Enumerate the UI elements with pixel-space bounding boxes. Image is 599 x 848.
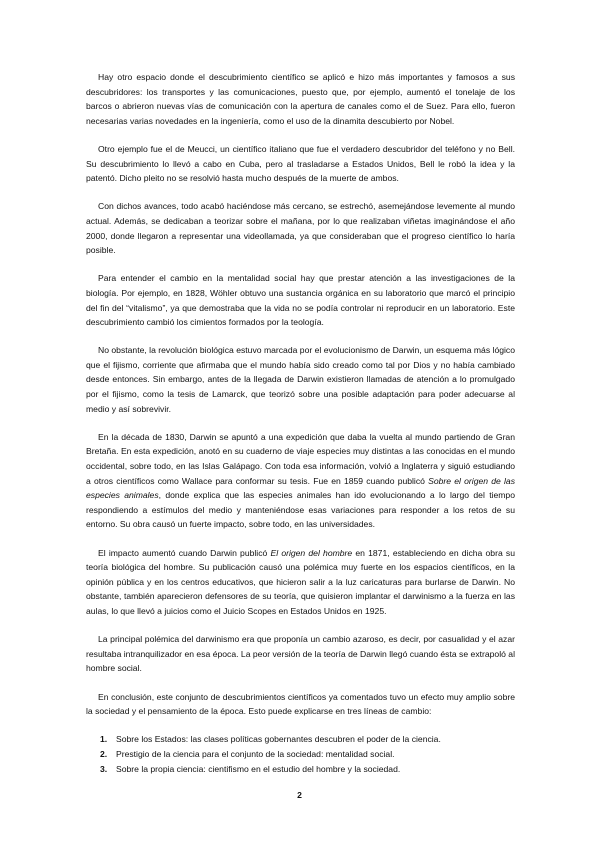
body-text xyxy=(86,70,515,776)
paragraph-5: No obstante, la revolución biológica estuvo marcada por el evolucionismo de Darwin, un esquema más lógico que el fijismo, corriente que afirmaba que el mundo había sido creado como tal por Dios y no había cambiado desde entonces. Sin embargo, antes de la llegada de Darwin existieron llamadas de atención a lo promulgado por el fijismo, como la tesis de Lamarck, que teorizó sobre una posible adaptación para poder adecuarse al medio y así sobrevivir. xyxy=(86,345,515,414)
book-title-descent-of-man: El origen del hombre xyxy=(270,547,353,558)
list-number: 3. xyxy=(100,763,108,774)
paragraph-6 xyxy=(86,430,515,532)
list-number: 1. xyxy=(100,734,108,745)
list-item-text: Sobre la propia ciencia: cientifismo en el estudio del hombre y la sociedad. xyxy=(116,763,401,774)
list-item xyxy=(86,762,515,777)
paragraph-1: Hay otro espacio donde el descubrimiento científico se aplicó e hizo más importantes y famosos a sus descubridores: los transportes y las comunicaciones, puesto que, por ejemplo, aumentó el tonelaje de los barcos o abrieron nuevas vías de comunicación con la apertura de canales como el de Suez. Para ello, fueron necesarias varias novedades en la ingeniería, como el uso de la dinamita descubierto por Nobel. xyxy=(86,72,515,126)
paragraph-7-text-end: en 1871, estableciendo en dicha obra su teoría biológica del hombre. Su publicación causó una polémica muy fuerte en los espacios científicos, en la opinión pública y en los centros educativos, que hicieron salir a la luz caricaturas para burlarse de Darwin. No obstante, también aparecieron defensores de su teoría, que quisieron implantar el darwinismo a la fuerza en las aulas, lo que llevó a juicios como el Juicio Scopes en Estados Unidos en 1925. xyxy=(86,547,515,616)
list-item-text: Sobre los Estados: las clases políticas gobernantes descubren el poder de la ciencia. xyxy=(116,734,441,745)
changes-list xyxy=(86,732,515,776)
paragraph-6-text-end: , donde explica que las especies animales han ido evolucionando a lo largo del tiempo respondiendo a estímulos del medio y manteniéndose esas variaciones para responder a los retos de su entorno. Su obra causó un fuerte impacto, sobre todo, en las universidades. xyxy=(86,490,515,530)
paragraph-2: Otro ejemplo fue el de Meucci, un científico italiano que fue el verdadero descubridor del teléfono y no Bell. Su descubrimiento lo llevó a cabo en Cuba, pero al trasladarse a Estados Unidos, Bell le robó la idea y la patentó. Dicho pleito no se resolvió hasta mucho después de la muerte de ambos. xyxy=(86,143,515,184)
list-number: 2. xyxy=(100,748,108,759)
list-item xyxy=(86,747,515,762)
paragraph-8: La principal polémica del darwinismo era que proponía un cambio azaroso, es decir, por casualidad y el azar resultaba intranquilizador en esa época. La peor versión de la teoría de Darwin llegó cuando ésta se extrapoló al hombre social. xyxy=(86,634,515,674)
list-item-text: Prestigio de la ciencia para el conjunto de la sociedad: mentalidad social. xyxy=(116,748,395,759)
paragraph-3: Con dichos avances, todo acabó haciéndose más cercano, se estrechó, asemejándose levemente al mundo actual. Además, se dedicaban a teorizar sobre el mañana, por lo que realizaban viñetas imaginándose el año 2000, donde llegaron a representar una videollamada, ya que consideraban que el progreso científico lo haría posible. xyxy=(86,201,515,256)
page-number: 2 xyxy=(297,790,302,800)
paragraph-7-text-start: El impacto aumentó cuando Darwin publicó xyxy=(98,547,271,558)
list-item xyxy=(86,732,515,747)
paragraph-4: Para entender el cambio en la mentalidad social hay que prestar atención a las investigaciones de la biología. Por ejemplo, en 1828, Wöhler obtuvo una sustancia orgánica en su laboratorio que marcó el principio del fin del “vitalismo”, ya que demostraba que la vida no se podía controlar ni reproducir en un laboratorio. Este descubrimiento cambió los cimientos formados por la teología. xyxy=(86,273,515,328)
paragraph-6-text-start: En la década de 1830, Darwin se apuntó a una expedición que daba la vuelta al mundo partiendo de Gran Bretaña. En esta expedición, anotó en su cuaderno de viaje especies muy distintas a las conocidas en el mundo occidental, sobre todo, en las Islas Galápago. Con toda esa información, volvió a Inglaterra y siguió estudiando a otros científicos como Wallace para conformar su tesis. Fue en 1859 cuando publicó xyxy=(86,431,515,486)
paragraph-9: En conclusión, este conjunto de descubrimientos científicos ya comentados tuvo un efecto muy amplio sobre la sociedad y el pensamiento de la época. Esto puede explicarse en tres líneas de cambio: xyxy=(86,691,515,717)
paragraph-7 xyxy=(86,546,515,619)
book-title-origin-of-species: Sobre el origen de las especies animales xyxy=(86,475,515,501)
